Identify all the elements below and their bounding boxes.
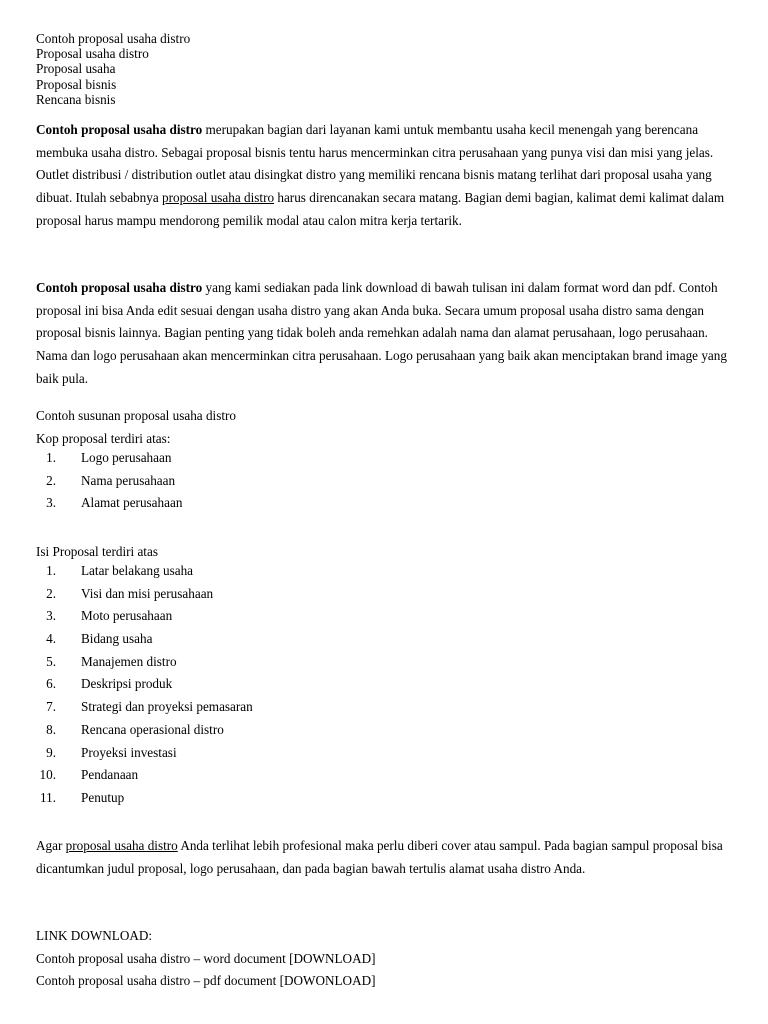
- list-item-text: Alamat perusahaan: [81, 495, 183, 511]
- list-item: [36, 631, 636, 654]
- bold-term: Contoh proposal usaha distro: [36, 122, 203, 137]
- isi-heading: Isi Proposal terdiri atas: [36, 544, 158, 559]
- list-item-number: 10.: [39, 767, 56, 783]
- list-item: [36, 790, 636, 813]
- list-item: [36, 654, 636, 677]
- kop-list: [36, 450, 636, 518]
- download-pdf-link[interactable]: Contoh proposal usaha distro – pdf document [DOWONLOAD]: [36, 973, 376, 989]
- list-item-number: 5.: [46, 653, 56, 669]
- list-item: [36, 722, 636, 745]
- download-heading: LINK DOWNLOAD:: [36, 928, 153, 943]
- keyword-line: Rencana bisnis: [36, 91, 116, 107]
- list-item-number: 3.: [46, 495, 56, 511]
- download-info-paragraph: [36, 277, 736, 391]
- list-item-text: Penutup: [81, 789, 125, 805]
- list-item-number: 6.: [46, 676, 56, 692]
- list-item-text: Rencana operasional distro: [81, 721, 224, 737]
- list-item: [36, 473, 636, 496]
- list-item-number: 8.: [46, 721, 56, 737]
- keyword-line: Proposal usaha: [36, 61, 116, 77]
- list-item-text: Nama perusahaan: [81, 472, 176, 488]
- list-item: [36, 608, 636, 631]
- list-item-number: 1.: [46, 563, 56, 578]
- list-item-text: Bidang usaha: [81, 631, 153, 647]
- list-item-number: 11.: [40, 789, 56, 805]
- download-section: [36, 925, 376, 993]
- paragraph-text: yang kami sediakan pada link download di bawah tulisan ini dalam format word dan pdf. Contoh proposal ini bisa Anda edit sesuai dengan usaha distro yang akan Anda buka. Secara umum proposal usaha distro sama dengan proposal bisnis lainnya. Bagian penting yang tidak boleh anda remehkan adalah nama dan alamat perusahaan, logo perusahaan. Nama dan logo perusahaan akan mencerminkan citra perusahaan. Logo perusahaan yang baik akan menciptakan brand image yang baik pula.: [36, 280, 727, 386]
- keyword-line: Proposal usaha distro: [36, 46, 149, 62]
- keyword-line: Proposal bisnis: [36, 76, 117, 92]
- list-item-number: 1.: [46, 450, 56, 465]
- list-item-text: Deskripsi produk: [81, 676, 173, 692]
- paragraph-text: merupakan bagian dari layanan kami untuk membantu usaha kecil menengah yang berencana membuka usaha distro. Sebagai proposal bisnis tentu harus mencerminkan citra perusahaan yang punya visi dan misi yang jelas. Outlet distribusi / distribution outlet atau disingkat distro yang memiliki rencana bisnis matang terlihat dari proposal usaha yang dibuat. Itulah sebabnya: [36, 122, 714, 206]
- list-item-text: Visi dan misi perusahaan: [81, 585, 214, 601]
- cover-paragraph: [36, 835, 736, 880]
- list-item-text: Moto perusahaan: [81, 608, 173, 624]
- isi-section: [36, 541, 158, 564]
- proposal-link[interactable]: proposal usaha distro: [65, 838, 178, 853]
- list-item: [36, 495, 636, 518]
- list-item: [36, 563, 636, 586]
- keyword-line: Contoh proposal usaha distro: [36, 31, 191, 46]
- keyword-list: [36, 31, 190, 107]
- download-word-link[interactable]: Contoh proposal usaha distro – word document [DOWNLOAD]: [36, 950, 376, 966]
- paragraph-text: Anda terlihat lebih profesional maka perlu diberi cover atau sampul. Pada bagian sampul proposal bisa dicantumkan judul proposal, logo perusahaan, dan pada bagian bawah tertulis alamat usaha distro Anda.: [36, 838, 723, 876]
- list-item-number: 4.: [46, 631, 56, 647]
- proposal-link[interactable]: proposal usaha distro: [161, 190, 275, 206]
- list-item-text: Strategi dan proyeksi pemasaran: [81, 699, 253, 715]
- list-item-number: 7.: [46, 699, 56, 715]
- susunan-section: [36, 405, 236, 450]
- list-item-number: 9.: [46, 744, 56, 760]
- list-item-text: Proyeksi investasi: [81, 744, 177, 760]
- list-item: [36, 450, 636, 473]
- paragraph-text: harus direncanakan secara matang. Bagian demi bagian, kalimat demi kalimat dalam proposal harus mampu mendorong pemilik modal atau calon mitra kerja tertarik.: [36, 190, 725, 228]
- list-item: [36, 745, 636, 768]
- intro-paragraph: [36, 119, 736, 233]
- list-item-text: Manajemen distro: [81, 653, 177, 669]
- list-item-number: 2.: [46, 585, 56, 601]
- list-item: [36, 767, 636, 790]
- paragraph-text: Agar: [36, 838, 66, 853]
- list-item: [36, 699, 636, 722]
- list-item: [36, 676, 636, 699]
- list-item-number: 3.: [46, 608, 56, 624]
- susunan-heading: Contoh susunan proposal usaha distro: [36, 408, 236, 423]
- list-item-number: 2.: [46, 472, 56, 488]
- list-item-text: Logo perusahaan: [81, 450, 172, 465]
- kop-heading: Kop proposal terdiri atas:: [36, 430, 171, 446]
- bold-term: Contoh proposal usaha distro: [36, 280, 203, 295]
- list-item-text: Latar belakang usaha: [81, 563, 194, 578]
- list-item-text: Pendanaan: [81, 767, 139, 783]
- list-item: [36, 586, 636, 609]
- isi-list: [36, 563, 636, 813]
